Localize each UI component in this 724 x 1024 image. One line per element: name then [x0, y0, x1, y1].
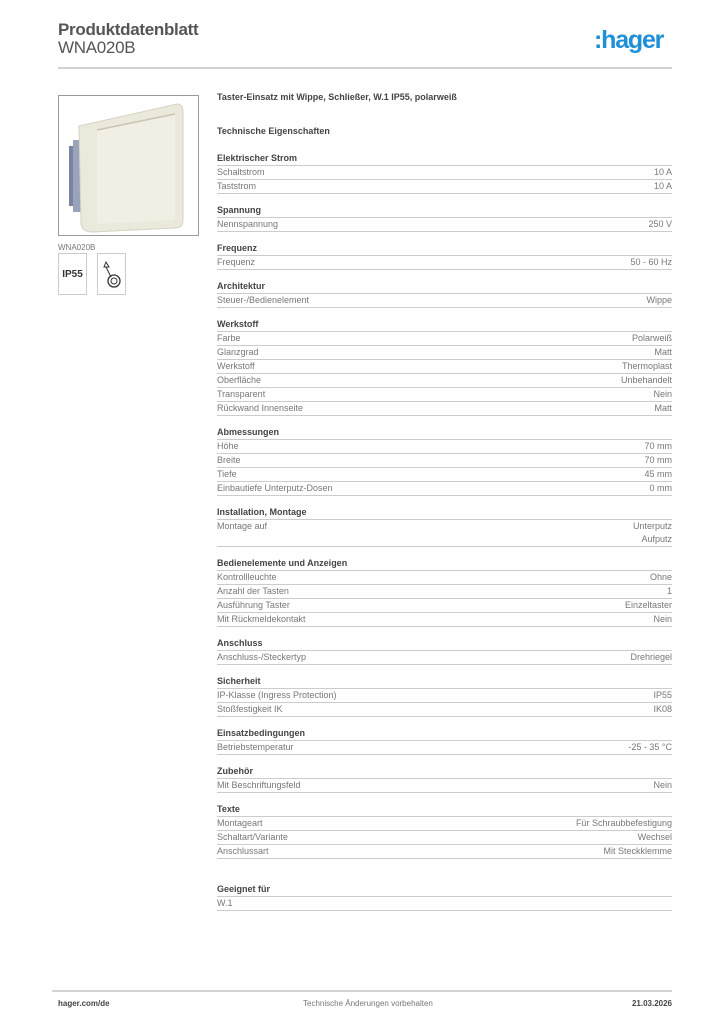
spec-value: Drehriegel: [630, 652, 672, 662]
spec-value: 250 V: [648, 219, 672, 229]
spec-row: [217, 180, 672, 194]
spec-row: [217, 703, 672, 717]
spec-label: Ausführung Taster: [217, 600, 290, 610]
spec-row: [217, 897, 672, 911]
spec-row: [217, 294, 672, 308]
spec-section: [217, 318, 672, 416]
page-title: Produktdatenblatt: [58, 20, 199, 39]
spec-value: Ohne: [649, 572, 672, 582]
spec-value: Wippe: [646, 295, 672, 305]
spec-content: [217, 92, 672, 911]
spec-section: [217, 506, 672, 547]
section-heading: Zubehör: [217, 765, 672, 779]
section-heading: Einsatzbedingungen: [217, 727, 672, 741]
spec-label: Transparent: [217, 389, 266, 399]
tech-heading: Technische Eigenschaften: [217, 126, 330, 136]
spec-label: Schaltstrom: [217, 167, 265, 177]
spec-label: Werkstoff: [217, 361, 255, 371]
cable-connection-icon: [97, 253, 126, 295]
spec-row: [217, 831, 672, 845]
spec-label: Steuer-/Bedienelement: [217, 295, 310, 305]
spec-section: [217, 727, 672, 755]
spec-row: [217, 845, 672, 859]
spec-row: [217, 440, 672, 454]
spec-value: 10 A: [653, 167, 672, 177]
spec-section: [217, 803, 672, 859]
spec-value: 70 mm: [644, 441, 672, 451]
ip55-badge: [58, 253, 87, 295]
spec-value: Thermoplast: [621, 361, 672, 371]
section-heading: Anschluss: [217, 637, 672, 651]
spec-label: Betriebstemperatur: [217, 742, 294, 752]
spec-value: Unbehandelt: [620, 375, 672, 385]
footer-notice: Technische Änderungen vorbehalten: [303, 999, 433, 1008]
spec-label: Montageart: [217, 818, 263, 828]
spec-row: [217, 741, 672, 755]
spec-row: [217, 520, 672, 547]
spec-label: Mit Beschriftungsfeld: [217, 780, 301, 790]
spec-section: [217, 557, 672, 627]
spec-row: [217, 482, 672, 496]
spec-label: Schaltart/Variante: [217, 832, 288, 842]
spec-section: [217, 204, 672, 232]
spec-label: Taststrom: [217, 181, 257, 191]
spec-section: [217, 675, 672, 717]
spec-value: 45 mm: [644, 469, 672, 479]
spec-section: [217, 280, 672, 308]
spec-row: [217, 613, 672, 627]
spec-label: Höhe: [217, 441, 239, 451]
spec-row: [217, 360, 672, 374]
spec-label: Breite: [217, 455, 241, 465]
spec-value: 1: [666, 586, 672, 596]
spec-label: Stoßfestigkeit IK: [217, 704, 283, 714]
section-heading: Abmessungen: [217, 426, 672, 440]
spec-sections: [217, 152, 672, 911]
spec-row: [217, 166, 672, 180]
product-code: WNA020B: [58, 38, 136, 57]
spec-row: [217, 651, 672, 665]
section-heading: Frequenz: [217, 242, 672, 256]
spec-section: [217, 765, 672, 793]
spec-label: Mit Rückmeldekontakt: [217, 614, 306, 624]
spec-row: [217, 332, 672, 346]
spec-row: [217, 585, 672, 599]
ip55-label: IP55: [62, 268, 83, 280]
spec-row: [217, 218, 672, 232]
spec-row: [217, 817, 672, 831]
spec-row: [217, 388, 672, 402]
spec-value: Wechsel: [637, 832, 672, 842]
hager-logo: :hager: [594, 26, 664, 54]
footer-divider: [52, 990, 672, 992]
product-name: Taster-Einsatz mit Wippe, Schließer, W.1 IP55, polarweiß: [217, 92, 457, 102]
spec-row: [217, 599, 672, 613]
header-divider: [58, 67, 672, 69]
spec-value: 50 - 60 Hz: [630, 257, 672, 267]
spec-label: Tiefe: [217, 469, 237, 479]
spec-label: Farbe: [217, 333, 241, 343]
spec-label: Oberfläche: [217, 375, 262, 385]
spec-label: Einbautiefe Unterputz-Dosen: [217, 483, 333, 493]
spec-section: [217, 883, 672, 911]
spec-label: Frequenz: [217, 257, 256, 267]
spec-value: Für Schraubbefestigung: [575, 818, 672, 828]
section-heading: Geeignet für: [217, 883, 672, 897]
spec-value: Matt: [654, 403, 672, 413]
spec-value: Polarweiß: [631, 333, 672, 343]
spec-value: Nein: [653, 614, 672, 624]
spec-value: Unterputz Aufputz: [632, 521, 672, 544]
spec-row: [217, 779, 672, 793]
spec-value: -25 - 35 °C: [628, 742, 672, 752]
spec-label: Glanzgrad: [217, 347, 259, 357]
spec-section: [217, 242, 672, 270]
spec-label: Anzahl der Tasten: [217, 586, 289, 596]
section-heading: Texte: [217, 803, 672, 817]
spec-label: Rückwand Innenseite: [217, 403, 304, 413]
image-caption: WNA020B: [58, 243, 96, 252]
spec-label: W.1: [217, 898, 233, 908]
spec-label: Montage auf: [217, 521, 268, 531]
spec-row: [217, 454, 672, 468]
spec-section: [217, 637, 672, 665]
spec-row: [217, 256, 672, 270]
section-heading: Spannung: [217, 204, 672, 218]
section-heading: Sicherheit: [217, 675, 672, 689]
spec-label: Anschluss-/Steckertyp: [217, 652, 307, 662]
spec-value: Nein: [653, 389, 672, 399]
spec-label: IP-Klasse (Ingress Protection): [217, 690, 337, 700]
spec-row: [217, 689, 672, 703]
spec-section: [217, 152, 672, 194]
spec-value: Mit Steckklemme: [603, 846, 672, 856]
spec-value: 0 mm: [649, 483, 672, 493]
spec-label: Nennspannung: [217, 219, 279, 229]
spec-row: [217, 402, 672, 416]
spec-value: Matt: [654, 347, 672, 357]
section-heading: Werkstoff: [217, 318, 672, 332]
spec-label: Kontrollleuchte: [217, 572, 277, 582]
product-image: [58, 95, 199, 236]
spec-row: [217, 346, 672, 360]
spec-label: Anschlussart: [217, 846, 269, 856]
section-heading: Architektur: [217, 280, 672, 294]
footer-date: 21.03.2026: [631, 999, 672, 1008]
spec-section: [217, 426, 672, 496]
spec-value: IP55: [653, 690, 672, 700]
footer-website[interactable]: hager.com/de: [58, 999, 110, 1008]
spec-row: [217, 468, 672, 482]
spec-row: [217, 374, 672, 388]
section-heading: Elektrischer Strom: [217, 152, 672, 166]
section-heading: Bedienelemente und Anzeigen: [217, 557, 672, 571]
spec-row: [217, 571, 672, 585]
spec-value: IK08: [653, 704, 672, 714]
spec-value: Nein: [653, 780, 672, 790]
spec-value: 70 mm: [644, 455, 672, 465]
section-heading: Installation, Montage: [217, 506, 672, 520]
spec-value: 10 A: [653, 181, 672, 191]
spec-value: Einzeltaster: [624, 600, 672, 610]
